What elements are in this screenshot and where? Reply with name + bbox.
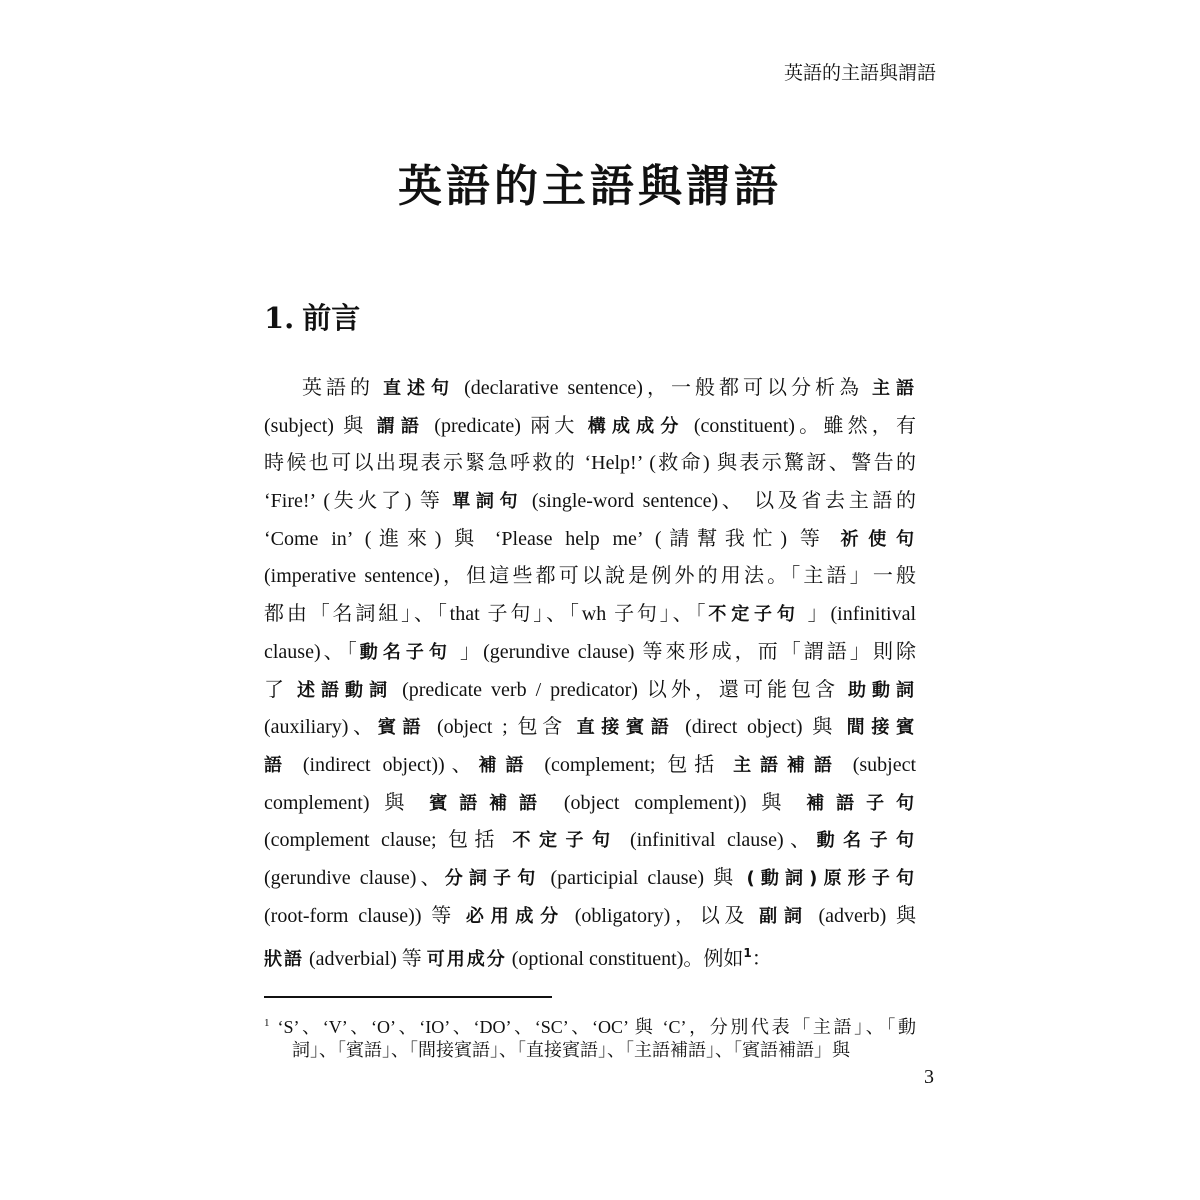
body-text: (complement; 包括 (544, 753, 722, 776)
chapter-title: 英語的主語與謂語 (398, 161, 782, 212)
key-term: 間接賓 (846, 717, 917, 739)
body-text: (subject (852, 753, 916, 776)
body-text: 英語的 (298, 377, 375, 399)
body-line (264, 672, 916, 710)
key-term: 不定子句 (512, 830, 619, 852)
section-number: 1. (264, 301, 295, 335)
key-term: 必用成分 (465, 905, 565, 927)
key-term: 賓語 (377, 717, 428, 739)
key-term: 謂語 (376, 415, 426, 437)
body-text: ‘Fire!’ (失火了) 等 (264, 490, 444, 513)
body-text: (infinitival clause)、 (629, 829, 817, 852)
section-heading (264, 296, 360, 337)
footnote-reference: 1 (743, 946, 752, 961)
body-text: (predicate verb / predicator) 以外，還可能包含 (402, 678, 839, 701)
footnote-marker: 1 (264, 1017, 270, 1029)
body-text: (constituent)。雖然，有 (693, 414, 917, 437)
body-text: 都由「名詞組」、「that 子句」、「wh 子句」、「 (264, 603, 709, 626)
key-term: 副詞 (759, 905, 809, 927)
footnote-text: ‘S’、‘V’、‘O’、‘IO’、‘DO’、‘SC’、‘OC’ 與 ‘C’，分別代表「主語」、「動 (277, 1017, 916, 1037)
footnote-line (264, 1010, 916, 1037)
body-line (264, 935, 916, 973)
body-text: (direct object) 與 (685, 716, 837, 739)
key-term: 述語動詞 (297, 679, 394, 701)
body-text: (object ; 包含 (436, 716, 567, 739)
key-term: 直述句 (383, 378, 456, 399)
body-text: (declarative sentence)，一般都可以分析為 (464, 377, 864, 399)
body-text: (predicate) 兩大 (434, 414, 579, 437)
key-term: 構成成分 (587, 415, 685, 437)
body-text: (optional constituent)。例如 (511, 948, 744, 971)
body-line (264, 558, 916, 596)
body-text: (adverbial) 等 (309, 948, 422, 971)
footnote-rule (264, 996, 552, 998)
body-line (264, 483, 916, 521)
body-text: (root-form clause)) 等 (264, 904, 457, 927)
key-term: 直接賓語 (576, 717, 676, 739)
running-head: 英語的主語與謂語 (783, 62, 936, 84)
key-term: 助動詞 (848, 679, 917, 701)
body-paragraph (264, 370, 916, 973)
footnote-text: 詞」、「賓語」、「間接賓語」、「直接賓語」、「主語補語」、「賓語補語」與 (292, 1040, 850, 1060)
key-term: 單詞句 (452, 491, 524, 513)
body-text: (participial clause) 與 (550, 866, 738, 889)
body-line (264, 596, 916, 634)
body-text: 時候也可以出現表示緊急呼救的 ‘Help!’ (救命) 與表示驚訝、警告的 (264, 452, 916, 475)
body-line (264, 860, 916, 898)
body-text: 」(infinitival (807, 603, 917, 626)
key-term: 動名子句 (816, 830, 917, 852)
body-line (264, 898, 916, 936)
key-term: 主語補語 (733, 754, 841, 776)
body-text: (obligatory)，以及 (574, 904, 750, 927)
body-text: ： (751, 948, 772, 971)
body-line (264, 408, 916, 446)
section-title: 前言 (302, 301, 361, 335)
body-text: 了 (264, 678, 289, 701)
body-text: (gerundive clause)、 (264, 866, 445, 889)
body-line (264, 709, 916, 747)
key-term: 補語 (478, 754, 533, 776)
body-text: clause)、「 (264, 640, 360, 663)
body-text: (indirect object))、 (302, 753, 479, 776)
body-text: (object complement)) 與 (563, 791, 792, 814)
body-text: (subject) 與 (264, 414, 368, 437)
body-line (264, 521, 916, 559)
body-text: (single-word sentence)、 以及省去主語的 (531, 490, 917, 513)
body-line (264, 747, 916, 785)
body-text: 」(gerundive clause) 等來形成，而「謂語」則除 (460, 640, 917, 663)
body-line (264, 785, 916, 823)
body-text: ‘Come in’ (進來) 與 ‘Please help me’ (請幫我忙) 等 (264, 527, 828, 550)
body-text: (auxiliary)、 (264, 716, 378, 739)
key-term: (動詞)原形子句 (746, 867, 917, 889)
page-number: 3 (924, 1066, 934, 1088)
key-term: 動名子句 (359, 641, 452, 663)
key-term: 補語子句 (806, 792, 917, 814)
body-text: (adverb) 與 (818, 904, 917, 927)
key-term: 語 (264, 754, 291, 776)
body-text: (complement clause; 包括 (264, 829, 501, 852)
body-text: (imperative sentence)，但這些都可以說是例外的用法。「主語」一般 (264, 565, 916, 588)
body-line (264, 370, 916, 408)
key-term: 狀語 (264, 949, 304, 971)
body-text: complement) 與 (264, 791, 415, 814)
key-term: 主語 (872, 378, 917, 399)
footnote (264, 1010, 916, 1064)
key-term: 祈使句 (840, 528, 916, 550)
body-line (264, 634, 916, 672)
key-term: 分詞子句 (444, 867, 542, 889)
key-term: 可用成分 (426, 949, 507, 971)
footnote-line (264, 1037, 916, 1064)
key-term: 不定子句 (708, 604, 800, 626)
key-term: 賓語補語 (429, 792, 549, 814)
body-line (264, 822, 916, 860)
body-line (264, 445, 916, 483)
